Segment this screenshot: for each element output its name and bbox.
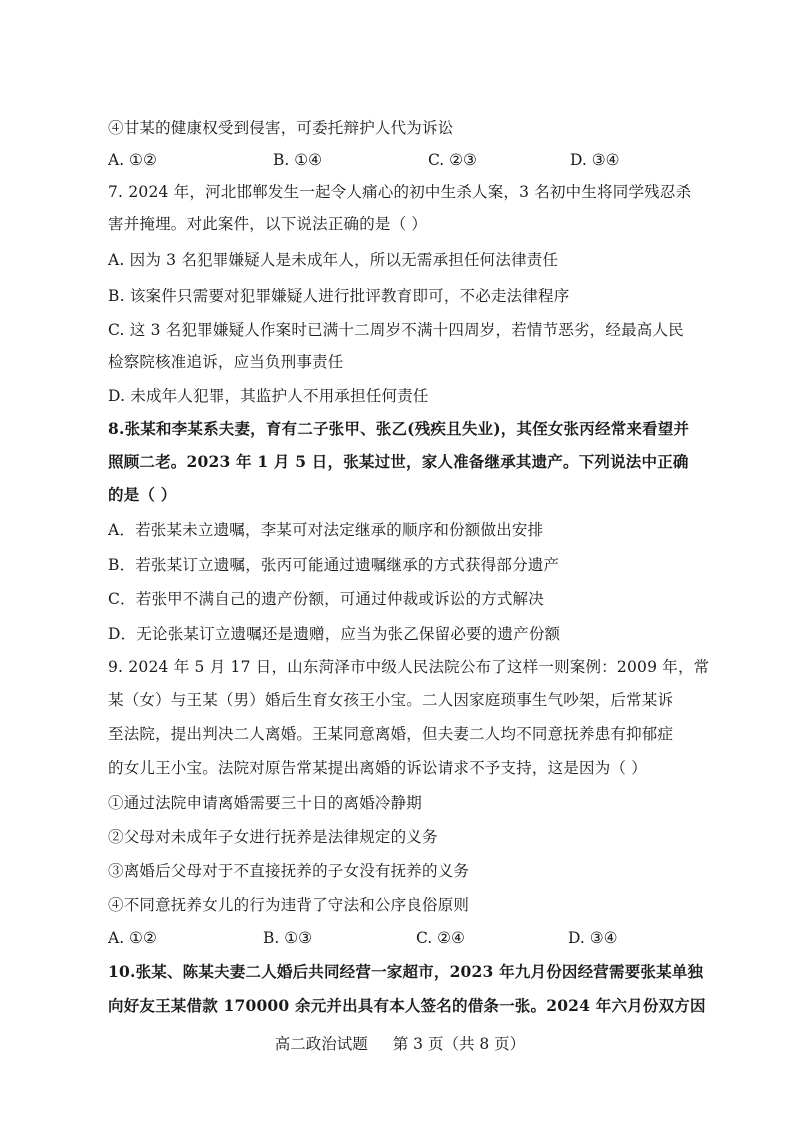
q9-option-a: A. ①② (108, 929, 157, 947)
q9-option-c: C. ②④ (416, 929, 465, 947)
q7-stem-line-1: 7. 2024 年，河北邯郸发生一起令人痛心的初中生杀人案，3 名初中生将同学残忍杀 (108, 183, 692, 201)
q9-stem-line-1: 9. 2024 年 5 月 17 日，山东菏泽市中级人民法院公布了这样一则案例：2009 年，常 (108, 658, 710, 676)
q9-option-b: B. ①③ (263, 929, 313, 947)
q9-statement-2: ②父母对未成年子女进行抚养是法律规定的义务 (108, 828, 438, 846)
footer-page-number: 第 3 页（共 8 页） (392, 1035, 526, 1053)
q8-option-b: B．若张某订立遗嘱，张丙可能通过遗嘱继承的方式获得部分遗产 (108, 556, 560, 574)
q9-option-d: D. ③④ (568, 929, 618, 947)
q6-options (108, 150, 708, 170)
q7-option-c-line-2: 检察院核准追诉，应当负刑事责任 (108, 353, 344, 371)
q8-stem-line-1: 8.张某和李某系夫妻，育有二子张甲、张乙(残疾且失业)，其侄女张丙经常来看望并 (108, 419, 690, 438)
q7-stem-line-2: 害并掩埋。对此案件，以下说法正确的是（ ） (108, 215, 428, 233)
q9-statement-1: ①通过法院申请离婚需要三十日的离婚冷静期 (108, 794, 423, 812)
q6-option-c: C. ②③ (428, 151, 477, 169)
q9-options (108, 928, 708, 948)
q7-option-d: D. 未成年人犯罪，其监护人不用承担任何责任 (108, 387, 429, 405)
q8-option-c: C．若张甲不满自己的遗产份额，可通过仲裁或诉讼的方式解决 (108, 590, 544, 608)
q8-option-d: D．无论张某订立遗嘱还是遗赠，应当为张乙保留必要的遗产份额 (108, 625, 561, 643)
q6-option-b: B. ①④ (273, 151, 323, 169)
page-footer (0, 1034, 800, 1054)
q6-option-a: A. ①② (108, 151, 157, 169)
q8-stem-line-3: 的是（ ） (108, 485, 177, 504)
q9-statement-3: ③离婚后父母对于不直接抚养的子女没有抚养的义务 (108, 862, 470, 880)
q9-stem-line-4: 的女儿王小宝。法院对原告常某提出离婚的诉讼请求不予支持，这是因为（ ） (108, 759, 647, 777)
q7-option-b: B. 该案件只需要对犯罪嫌疑人进行批评教育即可，不必走法律程序 (108, 287, 570, 305)
q10-stem-line-2: 向好友王某借款 170000 余元并出具有本人签名的借条一张。2024 年六月份双方因 (108, 996, 706, 1015)
q9-stem-line-3: 至法院，提出判决二人离婚。王某同意离婚，但夫妻二人均不同意抚养患有抑郁症 (108, 725, 674, 743)
q9-stem-line-2: 某（女）与王某（男）婚后生育女孩王小宝。二人因家庭琐事生气吵架，后常某诉 (108, 691, 674, 709)
q9-statement-4: ④不同意抚养女儿的行为违背了守法和公序良俗原则 (108, 896, 470, 914)
q7-option-a: A. 因为 3 名犯罪嫌疑人是未成年人，所以无需承担任何法律责任 (108, 251, 559, 269)
q8-option-a: A．若张某未立遗嘱，李某可对法定继承的顺序和份额做出安排 (108, 521, 544, 539)
q10-stem-line-1: 10.张某、陈某夫妻二人婚后共同经营一家超市，2023 年九月份因经营需要张某单独 (108, 962, 704, 981)
footer-subject: 高二政治试题 (274, 1035, 368, 1053)
q8-stem-line-2: 照顾二老。2023 年 1 月 5 日，张某过世，家人准备继承其遗产。下列说法中正确 (108, 452, 689, 471)
q7-option-c-line-1: C. 这 3 名犯罪嫌疑人作案时已满十二周岁不满十四周岁，若情节恶劣，经最高人民 (108, 321, 684, 339)
q6-option-d: D. ③④ (570, 151, 620, 169)
q6-statement-4: ④甘某的健康权受到侵害，可委托辩护人代为诉讼 (108, 119, 454, 137)
